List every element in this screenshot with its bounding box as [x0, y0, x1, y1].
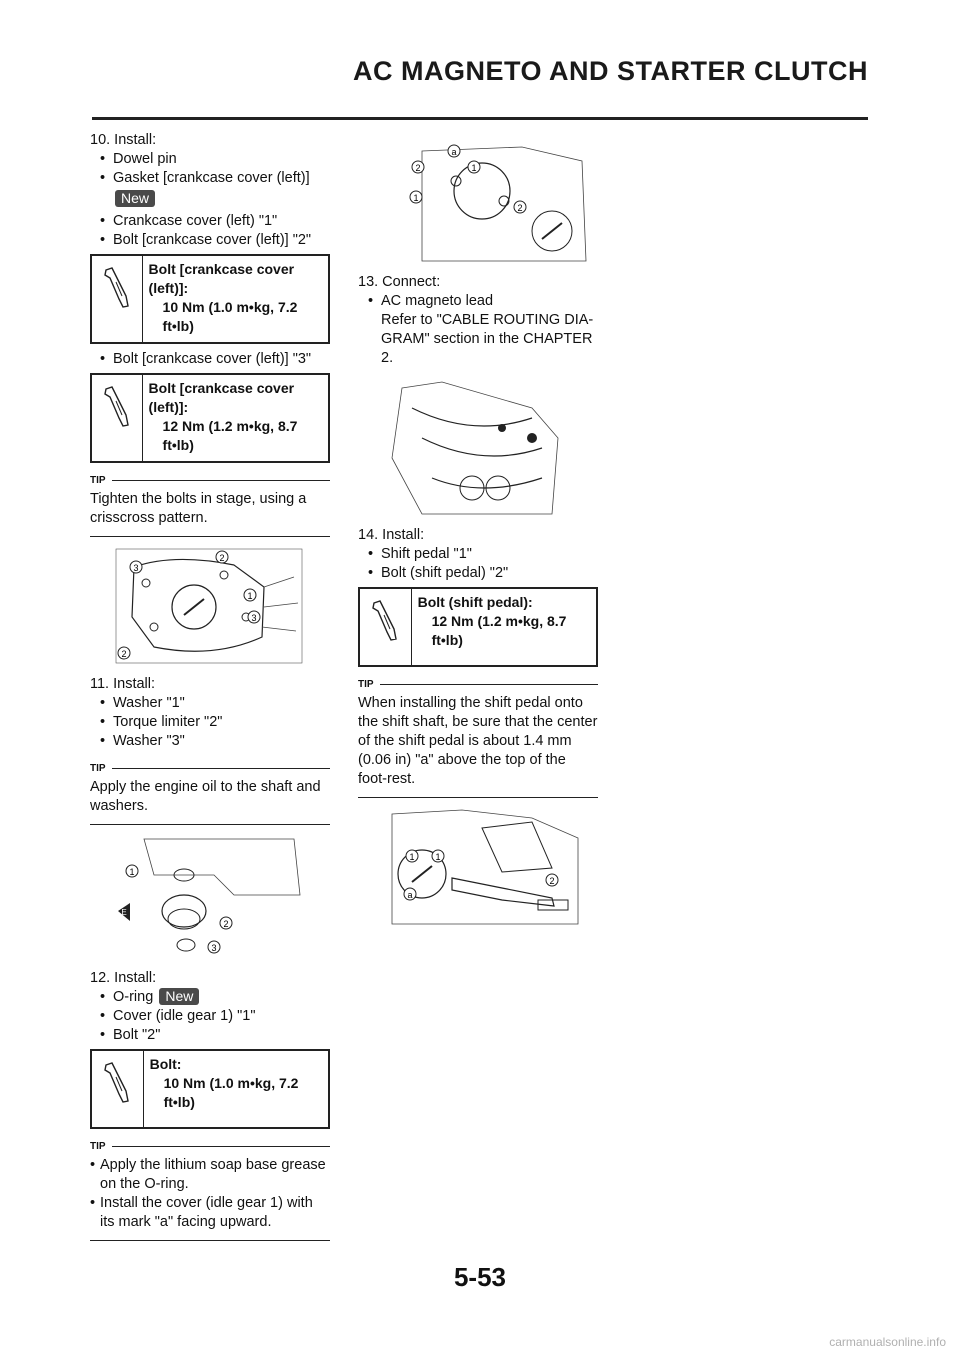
torque-limiter-figure	[114, 835, 304, 959]
magneto-lead-routing-figure	[382, 378, 562, 516]
torque-box	[358, 587, 598, 667]
callout-label: E	[121, 908, 127, 917]
torque-box	[90, 373, 330, 463]
callout-label: 1	[247, 591, 253, 601]
tip-text	[90, 1156, 330, 1241]
torque-label: Bolt [crankcase cover (left)]:	[148, 261, 295, 296]
right-column	[358, 131, 598, 936]
callout-label: a	[407, 890, 413, 900]
tip-label: TIP	[358, 679, 374, 690]
wrench-icon	[92, 375, 143, 461]
list-item: • Cover (idle gear 1) "1"	[100, 1007, 330, 1026]
tip-heading	[90, 1137, 330, 1156]
step-11-list	[90, 694, 330, 751]
step-10-list-2	[90, 212, 330, 250]
callout-label: 3	[211, 943, 217, 953]
list-item: • Apply the lithium soap base grease on the O-ring.	[90, 1156, 330, 1194]
callout-label: 3	[133, 563, 139, 573]
step-11-title: 11. Install:	[90, 676, 156, 692]
list-item: • Gasket [crankcase cover (left)]	[100, 169, 330, 188]
list-item: • Shift pedal "1"	[368, 545, 598, 564]
page-number: 5-53	[453, 1262, 507, 1292]
wrench-icon	[92, 1051, 144, 1127]
step-12-list	[90, 988, 330, 1045]
list-item: • Install the cover (idle gear 1) with its mark "a" facing upward.	[90, 1194, 330, 1232]
step-14-title: 14. Install:	[358, 527, 425, 543]
torque-box	[90, 254, 330, 344]
watermark: carmanualsonline.info	[829, 1335, 946, 1349]
wrench-icon	[92, 256, 143, 342]
list-item: • Washer "1"	[100, 694, 330, 713]
callout-label: 3	[251, 613, 257, 623]
step-12-title: 12. Install:	[90, 970, 157, 986]
list-item: • Crankcase cover (left) "1"	[100, 212, 330, 231]
callout-label: 1	[413, 193, 419, 203]
step-13-title: 13. Connect:	[358, 274, 441, 290]
list-item: • Dowel pin	[100, 150, 330, 169]
callout-label: 1	[435, 852, 441, 862]
new-line	[90, 190, 330, 209]
shift-pedal-figure	[382, 808, 582, 926]
callout-label: 2	[549, 876, 555, 886]
tip-label: TIP	[90, 475, 106, 486]
tip-heading	[358, 675, 598, 694]
step-14-list	[358, 545, 598, 583]
left-column	[90, 131, 330, 1247]
page-title: AC MAGNETO AND STARTER CLUTCH	[353, 56, 868, 86]
callout-label: 2	[517, 203, 523, 213]
idle-gear-cover-figure	[382, 141, 592, 263]
crankcase-cover-figure	[114, 547, 304, 665]
step-10-title: 10. Install:	[90, 132, 157, 148]
torque-label: Bolt [crankcase cover (left)]:	[148, 380, 295, 415]
callout-label: 2	[415, 163, 421, 173]
tip-label: TIP	[90, 1141, 106, 1152]
torque-label: Bolt:	[149, 1056, 182, 1072]
callout-label: a	[451, 147, 457, 157]
list-item: • Torque limiter "2"	[100, 713, 330, 732]
new-badge: New	[115, 190, 155, 207]
tip-heading	[90, 471, 330, 490]
reference-note: Refer to "CABLE ROUTING DIA-GRAM" section in the CHAPTER 2.	[381, 312, 594, 366]
step-13-list	[358, 292, 598, 311]
tip-text: When installing the shift pedal onto the shift shaft, be sure that the center of the shift pedal is about 1.4 mm (0.06 in) "a" above the top of the foot-rest.	[358, 694, 598, 798]
list-item: • Bolt (shift pedal) "2"	[368, 564, 598, 583]
callout-label: 1	[471, 163, 477, 173]
list-item: • Bolt [crankcase cover (left)] "2"	[100, 231, 330, 250]
tip-text: Tighten the bolts in stage, using a crisscross pattern.	[90, 490, 330, 537]
step-10-list-3	[90, 350, 330, 369]
torque-value: 10 Nm (1.0 m•kg, 7.2 ft•lb)	[162, 299, 298, 334]
step-10-list	[90, 150, 330, 188]
torque-value: 10 Nm (1.0 m•kg, 7.2 ft•lb)	[163, 1075, 299, 1110]
callout-label: 1	[409, 852, 415, 862]
callout-label: 2	[223, 919, 229, 929]
torque-box	[90, 1049, 330, 1129]
callout-label: 2	[219, 553, 225, 563]
callout-label: 1	[129, 867, 135, 877]
new-badge: New	[159, 988, 199, 1005]
tip-text: Apply the engine oil to the shaft and washers.	[90, 778, 330, 825]
wrench-icon	[360, 589, 412, 665]
list-item: • AC magneto lead	[368, 292, 598, 311]
title-rule	[92, 117, 868, 120]
list-item: • O-ring New	[100, 988, 330, 1007]
torque-value: 12 Nm (1.2 m•kg, 8.7 ft•lb)	[431, 613, 567, 648]
torque-label: Bolt (shift pedal):	[417, 594, 533, 610]
list-item: • Bolt "2"	[100, 1026, 330, 1045]
list-item: • Washer "3"	[100, 732, 330, 751]
tip-label: TIP	[90, 763, 106, 774]
list-item: • Bolt [crankcase cover (left)] "3"	[100, 350, 330, 369]
torque-value: 12 Nm (1.2 m•kg, 8.7 ft•lb)	[162, 418, 298, 453]
tip-heading	[90, 759, 330, 778]
callout-label: 2	[121, 649, 127, 659]
